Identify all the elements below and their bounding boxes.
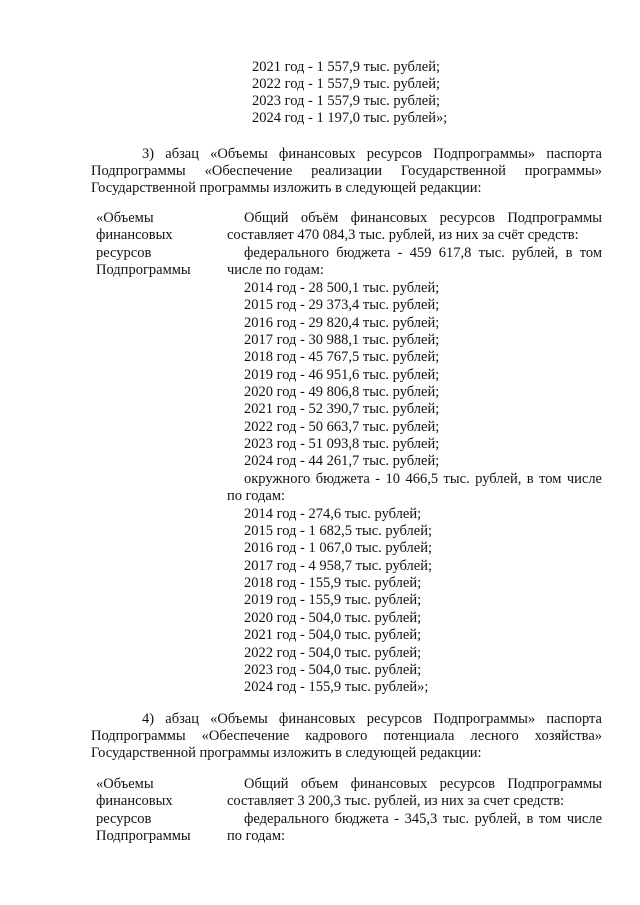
federal-year-line: 2014 год - 28 500,1 тыс. рублей; (244, 280, 440, 296)
top-year-line: 2021 год - 1 557,9 тыс. рублей; (252, 59, 440, 75)
table-1-intro-line-2: составляет 470 084,3 тыс. рублей, из них за счёт средств: (227, 227, 579, 243)
district-year-line: 2017 год - 4 958,7 тыс. рублей; (244, 558, 432, 574)
paragraph-4-line-3: Государственной программы изложить в следующей редакции: (91, 745, 482, 761)
federal-year-line: 2024 год - 44 261,7 тыс. рублей; (244, 453, 440, 469)
federal-year-line: 2023 год - 51 093,8 тыс. рублей; (244, 436, 440, 452)
top-year-line: 2022 год - 1 557,9 тыс. рублей; (252, 76, 440, 92)
label-line: Подпрограммы (96, 262, 191, 278)
district-year-line: 2024 год - 155,9 тыс. рублей»; (244, 679, 429, 695)
top-year-line: 2023 год - 1 557,9 тыс. рублей; (252, 93, 440, 109)
label-line: финансовых (96, 227, 173, 243)
table-2-intro-line-2: составляет 3 200,3 тыс. рублей, из них за счет средств: (227, 793, 565, 809)
federal-year-line: 2017 год - 30 988,1 тыс. рублей; (244, 332, 440, 348)
label-line: финансовых (96, 793, 173, 809)
label-line: «Объемы (96, 776, 154, 792)
federal-year-line: 2020 год - 49 806,8 тыс. рублей; (244, 384, 440, 400)
paragraph-4-line-1: 4) абзац «Объемы финансовых ресурсов Подпрограммы» паспорта (142, 711, 602, 727)
label-line: ресурсов (96, 245, 152, 261)
district-year-line: 2019 год - 155,9 тыс. рублей; (244, 592, 422, 608)
paragraph-3-line-3: Государственной программы изложить в следующей редакции: (91, 180, 482, 196)
paragraph-3-line-1: 3) абзац «Объемы финансовых ресурсов Подпрограммы» паспорта (142, 146, 602, 162)
label-line: Подпрограммы (96, 828, 191, 844)
table-2-intro-line-1: Общий объем финансовых ресурсов Подпрограммы (244, 776, 602, 792)
label-line: ресурсов (96, 811, 152, 827)
federal-year-line: 2019 год - 46 951,6 тыс. рублей; (244, 367, 440, 383)
federal-year-line: 2021 год - 52 390,7 тыс. рублей; (244, 401, 440, 417)
federal-year-line: 2018 год - 45 767,5 тыс. рублей; (244, 349, 440, 365)
label-line: «Объемы (96, 210, 154, 226)
district-budget-line-1: окружного бюджета - 10 466,5 тыс. рублей, в том числе (244, 471, 602, 487)
district-year-line: 2021 год - 504,0 тыс. рублей; (244, 627, 422, 643)
district-year-line: 2014 год - 274,6 тыс. рублей; (244, 506, 422, 522)
table-1-intro-line-1: Общий объём финансовых ресурсов Подпрограммы (244, 210, 602, 226)
federal-year-line: 2022 год - 50 663,7 тыс. рублей; (244, 419, 440, 435)
district-year-line: 2020 год - 504,0 тыс. рублей; (244, 610, 422, 626)
federal-year-line: 2015 год - 29 373,4 тыс. рублей; (244, 297, 440, 313)
paragraph-4-line-2: Подпрограммы «Обеспечение кадрового потенциала лесного хозяйства» (91, 728, 602, 744)
district-year-line: 2015 год - 1 682,5 тыс. рублей; (244, 523, 432, 539)
table-2-federal-line-1: федерального бюджета - 345,3 тыс. рублей, в том числе (244, 811, 602, 827)
federal-year-line: 2016 год - 29 820,4 тыс. рублей; (244, 315, 440, 331)
paragraph-3-line-2: Подпрограммы «Обеспечение реализации Государственной программы» (91, 163, 602, 179)
top-year-line: 2024 год - 1 197,0 тыс. рублей»; (252, 110, 448, 126)
district-year-line: 2023 год - 504,0 тыс. рублей; (244, 662, 422, 678)
district-year-line: 2018 год - 155,9 тыс. рублей; (244, 575, 422, 591)
federal-budget-line-2: числе по годам: (227, 262, 324, 278)
district-year-line: 2022 год - 504,0 тыс. рублей; (244, 645, 422, 661)
district-year-line: 2016 год - 1 067,0 тыс. рублей; (244, 540, 432, 556)
federal-budget-line-1: федерального бюджета - 459 617,8 тыс. рублей, в том (244, 245, 602, 261)
district-budget-line-2: по годам: (227, 488, 286, 504)
table-2-federal-line-2: по годам: (227, 828, 286, 844)
